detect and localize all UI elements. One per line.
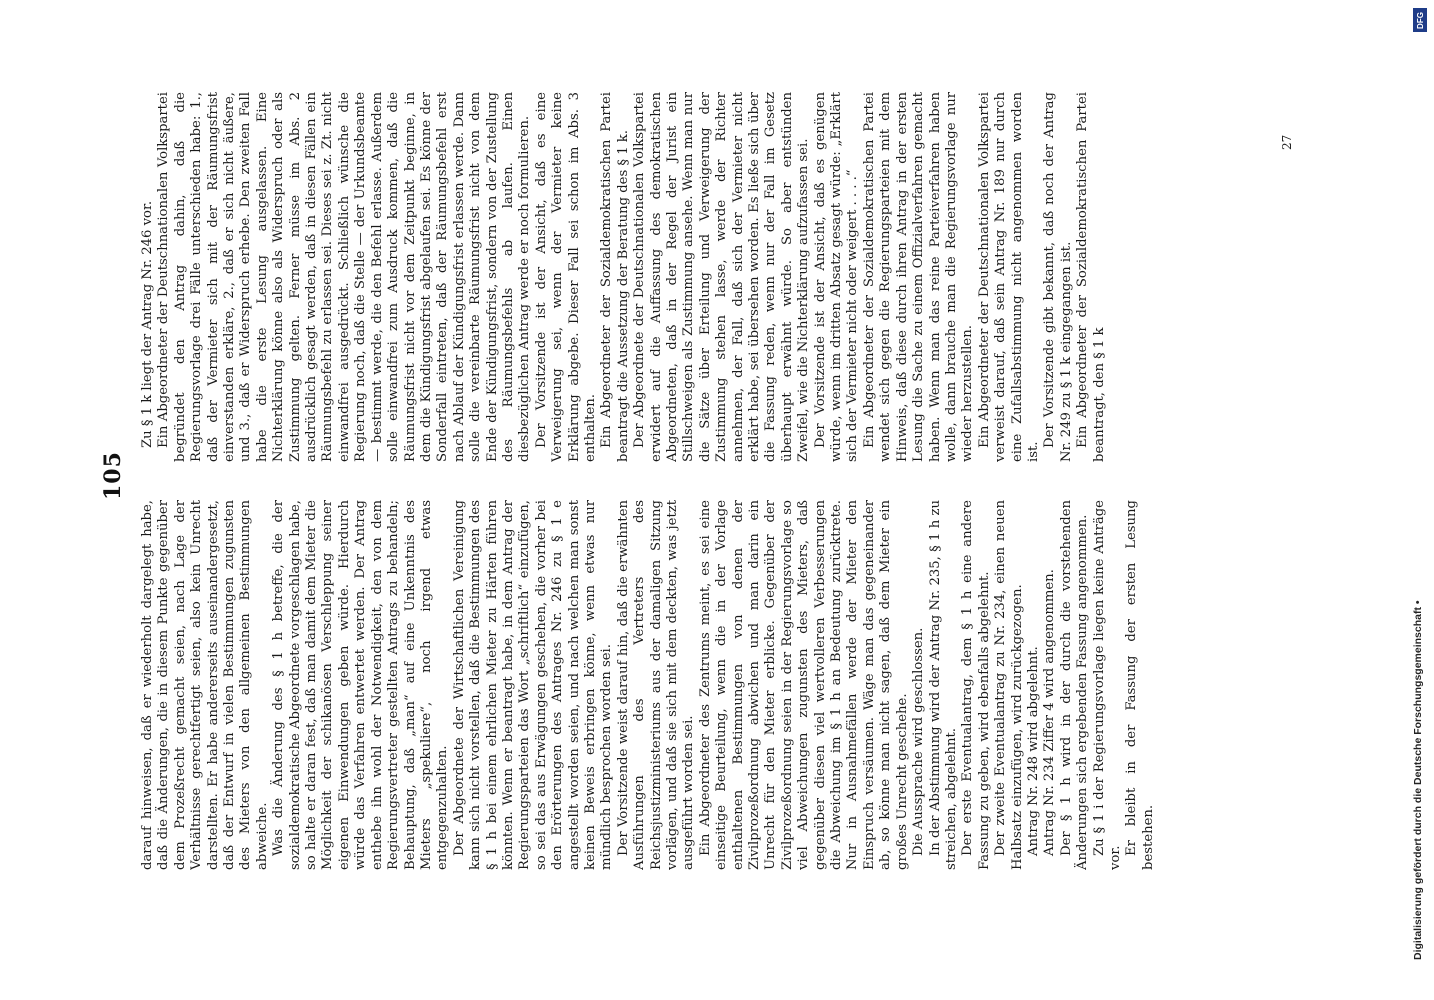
page-body: [100, 90, 1300, 870]
page-number: 105: [100, 451, 126, 500]
paragraph: Antrag Nr. 234 Ziffer 4 wird angenommen.: [1042, 569, 1058, 856]
right-text-column: [140, 92, 1300, 462]
paragraph: Der Vorsitzende ist der Ansicht, daß es genügen würde, wenn im dritten Absatz gesagt würde: „Erklärt sich der Vermieter nicht oder weigert . . . .“: [812, 92, 861, 462]
left-text-column: [140, 500, 1300, 870]
paragraph: Was die Änderung des § 1 h betreffe, die der sozialdemokratische Abgeordnete vorgeschlagen habe, so halte er daran fest, daß man damit dem Mieter die Möglichkeit der schikanösen Verschleppung seiner eigenen Einwendungen geben würde. Hierdurch würde das Verfahren entwertet werden. Der Antrag enthebe ihn wohl der Notwendigkeit, den von dem Regierungsvertreter gestellten Antrags zu behandeln; Behauptung, daß „man“ auf eine Unkenntnis des Mieters „spekuliere“, noch irgend etwas entgegenzuhalten.: [271, 500, 451, 870]
paragraph: Der erste Eventualantrag, dem § 1 h eine andere Fassung zu geben, wird ebenfalls abgelehnt.: [960, 500, 992, 870]
dfg-logo-text: DFG: [1415, 11, 1425, 29]
digitization-credit: [1408, 0, 1434, 1000]
paragraph: Der Vorsitzende gibt bekannt, daß noch der Antrag Nr. 249 zu § 1 k eingegangen ist.: [1042, 92, 1074, 462]
paragraph: Ein Abgeordneter des Zentrums meint, es sei eine einseitige Beurteilung, wenn die in der Vorlage enthaltenen Bestimmungen von denen der Zivilprozeßordnung abwichen und man darin ein Unrecht für den Mieter erblicke. Gegenüber der Zivilprozeßordnung seien in der Regierungsvorlage so viel Abweichungen zugunsten des Mieters, daß gegenüber diesen viel wertvolleren Verbesserungen die Abweichung im § 1 h an Bedeutung zurücktrete. Nur in Ausnahmefällen werde der Mieter den Einspruch versäumen. Wäge man das gegeneinander ab, so könne man nicht sagen, daß dem Mieter ein großes Unrecht geschehe.: [697, 500, 910, 870]
paragraph: Ein Abgeordneter der Sozialdemokratischen Partei beantragt, den § 1 k: [1075, 92, 1107, 462]
credit-text: Digitalisierung gefördert durch die Deutsche Forschungsgemeinschaft •: [1412, 600, 1424, 960]
rotated-page-content: [100, 90, 1330, 870]
paragraph: Ein Abgeordneter der Sozialdemokratischen Partei beantragt die Aussetzung der Beratung des § 1 k.: [599, 92, 631, 462]
paragraph: Zu § 1 i der Regierungsvorlage liegen keine Anträge vor.: [1091, 500, 1123, 870]
paragraph: Ein Abgeordneter der Deutschnationalen Volkspartei begründet den Antrag dahin, daß die Regierungsvorlage drei Fälle unterschieden habe: 1., daß der Vermieter sich mit der Räumungsfrist einverstanden erkläre, 2., daß er sich nicht äußere, und 3., daß er Widerspruch erhebe. Den zweiten Fall habe die erste Lesung ausgelassen. Eine Nichterklärung könne also als Widerspruch oder als Zustimmung gelten. Ferner müsse im Abs. 2 ausdrücklich gesagt werden, daß in diesen Fällen ein Räumungsbefehl zu erlassen sei. Dieses sei z. Zt. nicht einwandfrei ausgedrückt. Schließlich wünsche die Regierung noch, daß die Stelle — der Urkundsbeamte — bestimmt werde, die den Befehl erlasse. Außerdem solle einwandfrei zum Ausdruck kommen, daß die Räumungsfrist nicht vor dem Zeitpunkt beginne, in dem die Kündigungsfrist abgelaufen sei. Es könne der Sonderfall eintreten, daß der Räumungsbefehl erst nach Ablauf der Kündigungsfrist erlassen werde. Dann solle die vereinbarte Räumungsfrist nicht von dem Ende der Kündigungsfrist, sondern von der Zustellung des Räumungsbefehls ab laufen. Einen diesbezüglichen Antrag werde er noch formulieren.: [156, 92, 533, 462]
footer-page-number: 27: [1280, 134, 1294, 150]
paragraph: In der Abstimmung wird der Antrag Nr. 235, § 1 h zu streichen, abgelehnt.: [927, 500, 959, 870]
paragraph: darauf hinweisen, daß er wiederholt dargelegt habe, daß die Änderungen, die in diesem Punkte gegenüber dem Prozeßrecht gemacht seien, nach Lage der Verhältnisse gerechtfertigt seien, also kein Unrecht darstellten. Er habe andererseits auseinandergesetzt, daß der Entwurf in vielen Bestimmungen zugunsten des Mieters von den allgemeinen Bestimmungen abweiche.: [140, 500, 270, 870]
paragraph: Antrag Nr. 248 wird abgelehnt.: [1025, 646, 1041, 856]
paragraph: Der Vorsitzende ist der Ansicht, daß es eine Verweigerung sei, wenn der Vermieter keine Erklärung abgebe. Dieser Fall sei schon im Abs. 3 enthalten.: [533, 92, 598, 462]
paragraph: Ein Abgeordneter der Deutschnationalen Volkspartei verweist darauf, daß sein Antrag Nr. 189 nur durch eine Zufallsabstimmung nicht angenommen worden ist.: [976, 92, 1041, 462]
paragraph: Der § 1 h wird in der durch die vorstehenden Änderungen sich ergebenden Fassung angenommen.: [1058, 500, 1091, 870]
paragraph: Der zweite Eventualantrag zu Nr. 234, einen neuen Halbsatz einzufügen, wird zurückgezogen.: [993, 500, 1025, 870]
paragraph: Ein Abgeordneter der Sozialdemokratischen Partei wendet sich gegen die Regierungsparteien mit dem Hinweis, daß diese durch ihren Antrag in der ersten Lesung die Sache zu einem Offizialverfahren gemacht haben. Wenn man das reine Parteiverfahren haben wolle, dann brauche man die Regierungsvorlage nur wieder herzustellen.: [861, 92, 976, 462]
paragraph: Der Abgeordnete der Wirtschaftlichen Vereinigung kann sich nicht vorstellen, daß die Bestimmungen des § 1 h bei einem ehrlichen Mieter zu Härten führen könnten. Wenn er beantragt habe, in dem Antrag der Regierungsparteien das Wort „schriftlich“ einzufügen, so sei das aus Erwägungen geschehen, die vorher bei den Erörterungen des Antrages Nr. 246 zu § 1 e angestellt worden seien, und nach welchen man sonst keinen Beweis erbringen könne, wenn etwas nur mündlich besprochen worden sei.: [451, 500, 615, 870]
paragraph: Zu § 1 k liegt der Antrag Nr. 246 vor.: [140, 200, 155, 448]
paragraph: Der Abgeordnete der Deutschnationalen Volkspartei erwidert auf die Auffassung des demokratischen Abgeordneten, daß in der Regel der Jurist ein Stillschweigen als Zustimmung ansehe. Wenn man nur die Sätze über Erteilung und Verweigerung der Zustimmung stehen lasse, werde der Richter annehmen, der Fall, daß sich der Vermieter nicht erklärt habe, sei übersehen worden. Es ließe sich über die Fassung reden, wenn nur der Fall im Gesetz überhaupt erwähnt würde. So aber entstünden Zweifel, wie die Nichterklärung aufzufassen sei.: [632, 92, 812, 462]
paragraph: Er bleibt in der Fassung der ersten Lesung bestehen.: [1124, 500, 1156, 870]
paragraph: Der Vorsitzende weist darauf hin, daß die erwähnten Ausführungen des Vertreters des Reichsjustizministeriums aus der damaligen Sitzung vorlägen, und daß sie sich mit dem deckten, was jetzt ausgeführt worden sei.: [615, 500, 697, 870]
paragraph: Die Aussprache wird geschlossen.: [911, 627, 927, 856]
